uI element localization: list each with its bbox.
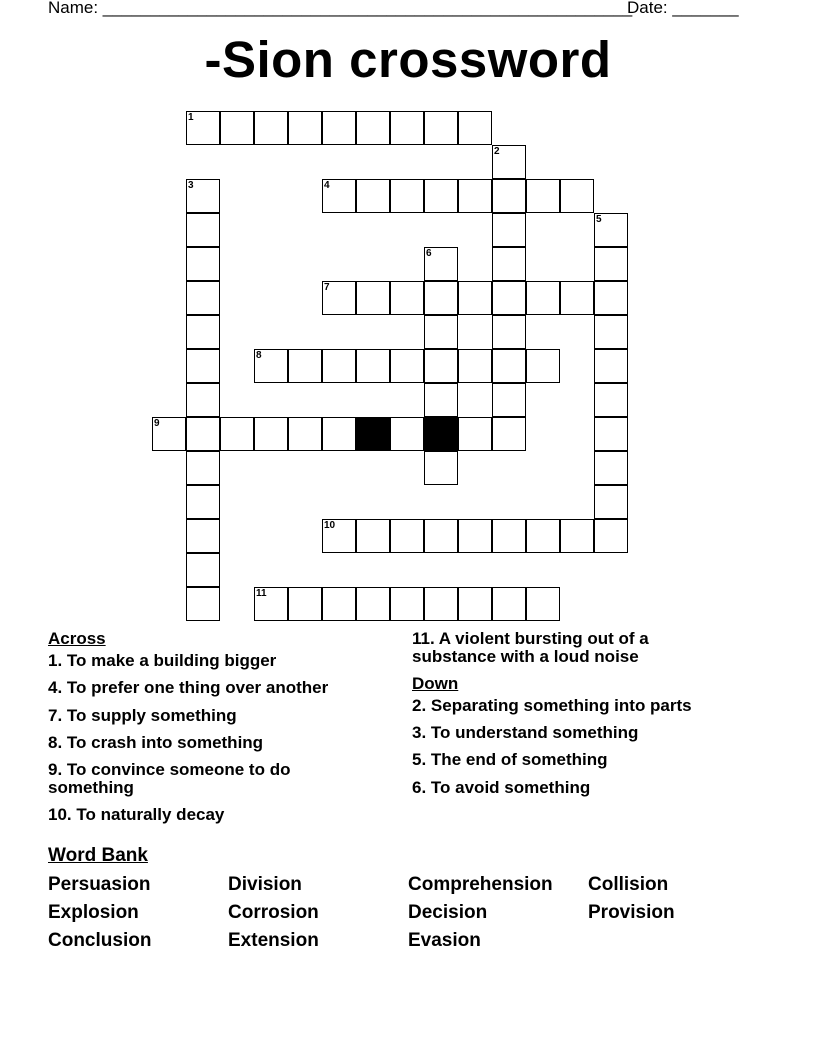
down-clue-2 — [412, 697, 772, 715]
grid-cell[interactable] — [424, 111, 458, 145]
grid-cell[interactable] — [424, 247, 458, 281]
clue-number: 11. — [412, 629, 435, 648]
down-heading: Down — [412, 674, 459, 693]
word-bank-title: Word Bank — [48, 845, 148, 866]
clue-text: To convince someone to do something — [48, 760, 291, 797]
word-bank-item: Persuasion — [48, 874, 151, 895]
cell-number: 3 — [188, 180, 194, 191]
word-bank-item: Extension — [228, 930, 319, 951]
grid-cell[interactable] — [322, 519, 356, 553]
grid-cell[interactable] — [186, 417, 220, 451]
word-bank-item: Explosion — [48, 902, 139, 923]
grid-cell[interactable] — [288, 417, 322, 451]
grid-cell[interactable] — [356, 587, 390, 621]
clue-text: To crash into something — [66, 733, 264, 752]
clue-text: A violent bursting out of a substance with a loud noise — [412, 629, 649, 666]
clue-number: 7. — [48, 706, 63, 725]
grid-cell[interactable] — [424, 383, 458, 417]
grid-cell[interactable] — [186, 247, 220, 281]
grid-cell[interactable] — [390, 281, 424, 315]
grid-cell[interactable] — [254, 417, 288, 451]
grid-cell[interactable] — [186, 349, 220, 383]
grid-cell[interactable] — [390, 111, 424, 145]
grid-cell[interactable] — [356, 519, 390, 553]
clue-text: To naturally decay — [76, 805, 225, 824]
grid-cell[interactable] — [594, 213, 628, 247]
clue-text: To make a building bigger — [66, 651, 277, 670]
grid-cell[interactable] — [458, 519, 492, 553]
grid-cell[interactable] — [594, 281, 628, 315]
clue-number: 9. — [48, 760, 63, 779]
page-title: -Sion crossword — [204, 31, 612, 88]
grid-cell[interactable] — [186, 553, 220, 587]
word-bank-item: Division — [228, 874, 302, 895]
grid-cell[interactable] — [526, 519, 560, 553]
grid-cell[interactable] — [390, 349, 424, 383]
grid-cell[interactable] — [458, 281, 492, 315]
cell-number: 9 — [154, 418, 160, 429]
grid-cell[interactable] — [186, 213, 220, 247]
across-clue-4 — [48, 679, 388, 697]
grid-cell[interactable] — [492, 145, 526, 179]
cell-number: 2 — [494, 146, 500, 157]
grid-cell[interactable] — [560, 179, 594, 213]
grid-cell[interactable] — [254, 111, 288, 145]
grid-cell[interactable] — [594, 451, 628, 485]
grid-cell[interactable] — [492, 281, 526, 315]
clue-text: The end of something — [430, 750, 608, 769]
cell-number: 4 — [324, 180, 330, 191]
grid-cell[interactable] — [594, 315, 628, 349]
word-bank-item: Collision — [588, 874, 669, 895]
clue-number: 3. — [412, 723, 427, 742]
grid-cell[interactable] — [322, 349, 356, 383]
grid-cell[interactable] — [492, 213, 526, 247]
across-clue-11 — [412, 630, 712, 666]
down-clue-5 — [412, 751, 772, 769]
grid-cell[interactable] — [152, 417, 186, 451]
grid-cell[interactable] — [186, 587, 220, 621]
grid-cell[interactable] — [492, 179, 526, 213]
grid-cell[interactable] — [458, 349, 492, 383]
grid-cell[interactable] — [492, 519, 526, 553]
grid-cell[interactable] — [458, 587, 492, 621]
clue-number: 2. — [412, 696, 427, 715]
grid-cell[interactable] — [220, 417, 254, 451]
grid-cell[interactable] — [492, 383, 526, 417]
grid-cell[interactable] — [322, 179, 356, 213]
grid-cell[interactable] — [594, 519, 628, 553]
grid-cell[interactable] — [390, 587, 424, 621]
clue-text: Separating something into parts — [430, 696, 692, 715]
cell-number: 11 — [256, 588, 267, 599]
clue-text: To avoid something — [430, 778, 591, 797]
word-bank-item: Provision — [588, 902, 675, 923]
grid-block — [356, 417, 390, 451]
grid-cell[interactable] — [390, 519, 424, 553]
grid-cell[interactable] — [492, 349, 526, 383]
grid-cell[interactable] — [594, 417, 628, 451]
grid-cell[interactable] — [390, 179, 424, 213]
across-clue-8 — [48, 734, 388, 752]
across-clue-10 — [48, 806, 388, 824]
grid-cell[interactable] — [526, 349, 560, 383]
word-bank-item: Decision — [408, 902, 488, 923]
grid-cell[interactable] — [492, 587, 526, 621]
grid-cell[interactable] — [288, 349, 322, 383]
grid-cell[interactable] — [424, 349, 458, 383]
grid-cell[interactable] — [322, 111, 356, 145]
clue-number: 5. — [412, 750, 427, 769]
grid-cell[interactable] — [594, 383, 628, 417]
grid-cell[interactable] — [288, 111, 322, 145]
grid-cell[interactable] — [254, 587, 288, 621]
word-bank-item: Conclusion — [48, 930, 152, 951]
grid-cell[interactable] — [186, 451, 220, 485]
grid-cell[interactable] — [186, 519, 220, 553]
grid-cell[interactable] — [424, 179, 458, 213]
clue-text: To supply something — [66, 706, 237, 725]
grid-cell[interactable] — [594, 247, 628, 281]
grid-cell[interactable] — [492, 417, 526, 451]
grid-cell[interactable] — [424, 281, 458, 315]
grid-cell[interactable] — [322, 417, 356, 451]
grid-cell[interactable] — [424, 519, 458, 553]
down-clue-6 — [412, 779, 772, 797]
grid-cell[interactable] — [594, 485, 628, 519]
grid-cell[interactable] — [254, 349, 288, 383]
grid-cell[interactable] — [356, 111, 390, 145]
cell-number: 1 — [188, 112, 194, 123]
word-bank-item: Comprehension — [408, 874, 553, 895]
grid-cell[interactable] — [356, 281, 390, 315]
clue-number: 10. — [48, 805, 72, 824]
grid-cell[interactable] — [322, 587, 356, 621]
grid-cell[interactable] — [560, 281, 594, 315]
clue-number: 6. — [412, 778, 427, 797]
across-clue-9 — [48, 761, 378, 797]
grid-cell[interactable] — [458, 111, 492, 145]
cell-number: 7 — [324, 282, 330, 293]
grid-cell[interactable] — [186, 179, 220, 213]
grid-cell[interactable] — [458, 417, 492, 451]
grid-cell[interactable] — [458, 179, 492, 213]
grid-cell[interactable] — [492, 247, 526, 281]
grid-cell[interactable] — [424, 587, 458, 621]
cell-number: 5 — [596, 214, 602, 225]
grid-cell[interactable] — [526, 281, 560, 315]
name-field: Name: ________________________________________________________ — [48, 0, 633, 17]
clue-text: To understand something — [430, 723, 639, 742]
grid-cell[interactable] — [424, 315, 458, 349]
word-bank-item: Evasion — [408, 930, 481, 951]
grid-cell[interactable] — [186, 281, 220, 315]
across-heading: Across — [48, 629, 106, 648]
grid-cell[interactable] — [526, 179, 560, 213]
grid-cell[interactable] — [186, 315, 220, 349]
grid-cell[interactable] — [390, 417, 424, 451]
word-bank-item: Corrosion — [228, 902, 319, 923]
cell-number: 6 — [426, 248, 432, 259]
date-field: Date: _______ — [627, 0, 739, 17]
grid-block — [424, 417, 458, 451]
grid-cell[interactable] — [186, 485, 220, 519]
grid-cell[interactable] — [492, 315, 526, 349]
cell-number: 8 — [256, 350, 262, 361]
grid-cell[interactable] — [186, 111, 220, 145]
grid-cell[interactable] — [322, 281, 356, 315]
grid-cell[interactable] — [356, 349, 390, 383]
grid-cell[interactable] — [288, 587, 322, 621]
across-clue-1 — [48, 652, 388, 670]
grid-cell[interactable] — [220, 111, 254, 145]
across-clue-7 — [48, 707, 388, 725]
clue-number: 1. — [48, 651, 63, 670]
grid-cell[interactable] — [594, 349, 628, 383]
grid-cell[interactable] — [424, 451, 458, 485]
grid-cell[interactable] — [526, 587, 560, 621]
clue-number: 8. — [48, 733, 63, 752]
down-clue-3 — [412, 724, 772, 742]
grid-cell[interactable] — [356, 179, 390, 213]
clue-number: 4. — [48, 678, 63, 697]
clue-text: To prefer one thing over another — [66, 678, 329, 697]
grid-cell[interactable] — [560, 519, 594, 553]
grid-cell[interactable] — [186, 383, 220, 417]
cell-number: 10 — [324, 520, 336, 531]
